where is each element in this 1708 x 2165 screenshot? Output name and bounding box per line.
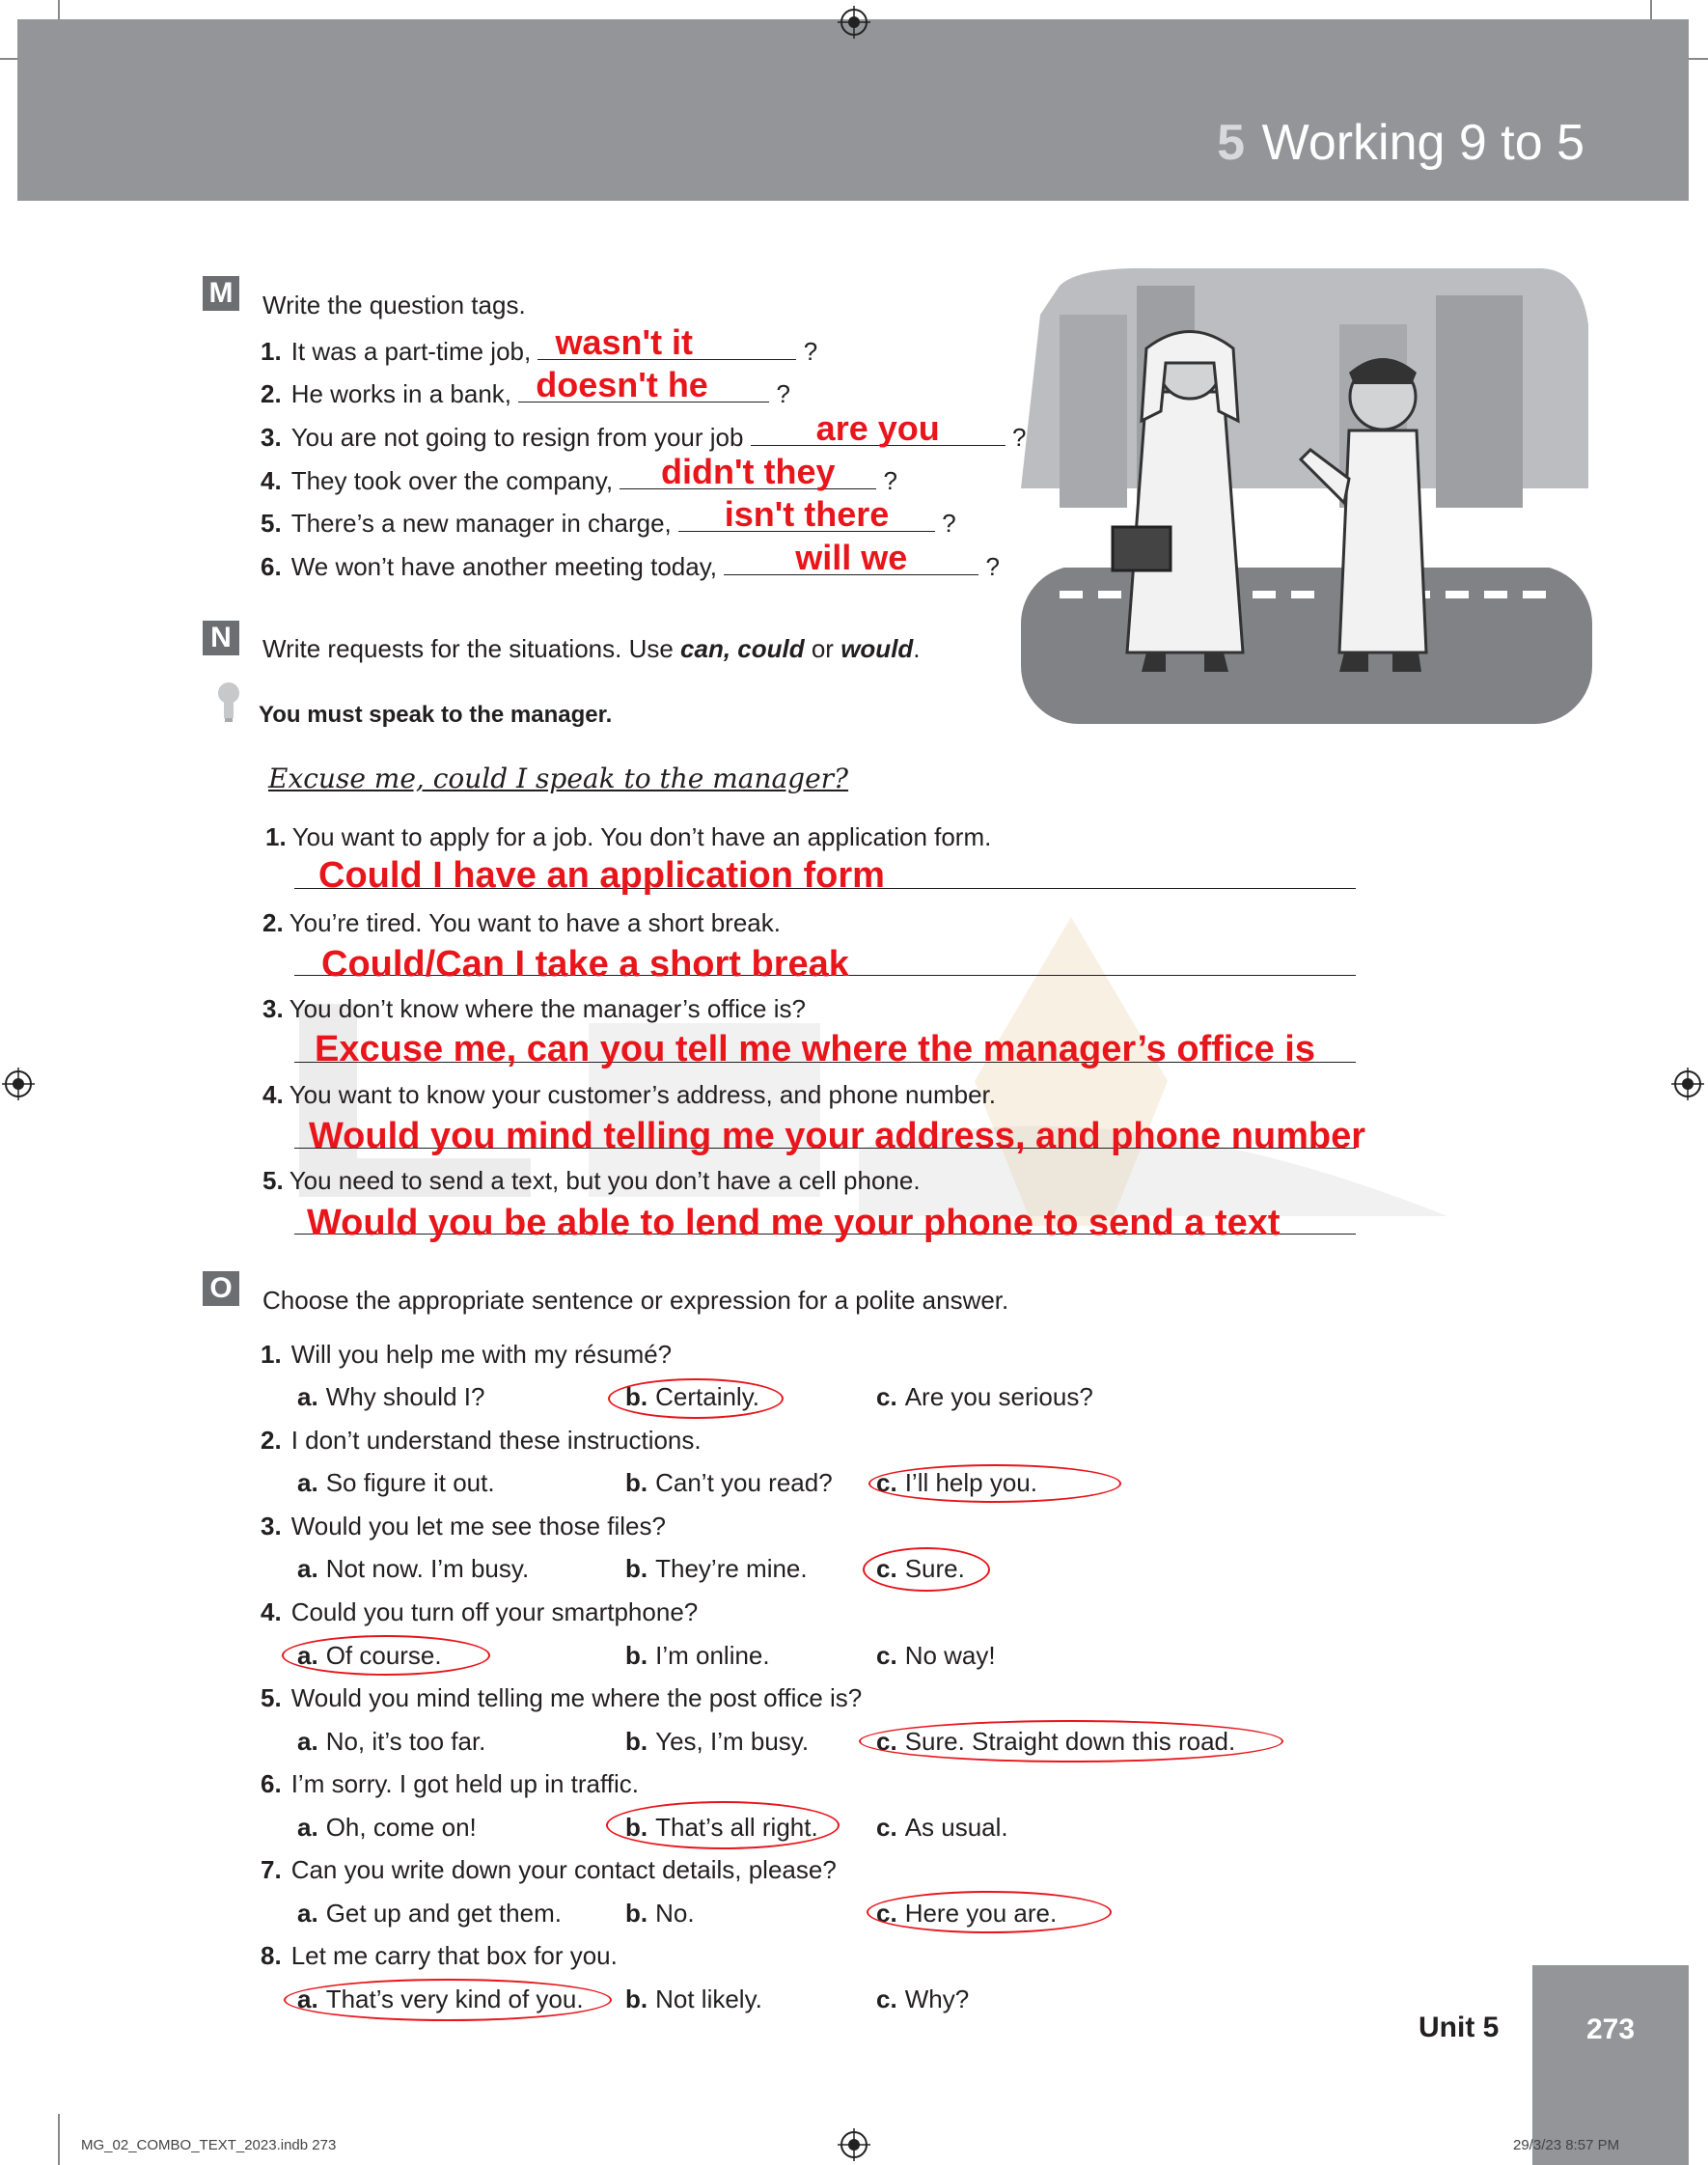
option-c[interactable]: c. Sure. (876, 1554, 965, 1583)
option-b[interactable]: b. Not likely. (625, 1985, 762, 2013)
answer-circle (863, 1547, 990, 1592)
print-slug-right: 29/3/23 8:57 PM (1513, 2137, 1620, 2153)
option-b[interactable]: b. Yes, I’m busy. (625, 1727, 810, 1756)
section-badge-m: M (203, 276, 239, 311)
page-number: 273 (1585, 2013, 1636, 2045)
answer-circle (284, 1979, 612, 2021)
footer-unit-label: Unit 5 (1419, 2012, 1500, 2043)
unit-number: 5 (1217, 115, 1245, 171)
question-tag-item: 2. He works in a bank, doesn't he ? (261, 365, 790, 408)
registration-mark-icon (838, 2128, 870, 2161)
choice-question: 8. Let me carry that box for you. (261, 1941, 618, 1970)
example-situation: You must speak to the manager. (259, 702, 613, 728)
answer-blank[interactable] (751, 408, 1006, 448)
option-c[interactable]: c. Are you serious? (876, 1382, 1093, 1411)
registration-mark-icon (2, 1068, 35, 1100)
answer-blank[interactable] (518, 365, 769, 404)
answer-blank[interactable] (537, 322, 796, 362)
answer-blank[interactable] (678, 494, 935, 534)
handwritten-answer: will we (795, 538, 908, 577)
handwritten-answer: didn't they (661, 452, 836, 491)
option-a[interactable]: a. No, it’s too far. (297, 1727, 486, 1756)
section-badge-n: N (203, 621, 239, 655)
option-c[interactable]: c. I’ll help you. (876, 1468, 1037, 1497)
print-slug-left: MG_02_COMBO_TEXT_2023.indb 273 (81, 2137, 337, 2153)
choice-question: 5. Would you mind telling me where the post office is? (261, 1683, 863, 1712)
section-n-instruction: Write requests for the situations. Use can, could or would. (262, 634, 921, 663)
choice-question: 4. Could you turn off your smartphone? (261, 1597, 699, 1626)
lightbulb-icon (214, 680, 243, 726)
option-a[interactable]: a. So figure it out. (297, 1468, 495, 1497)
option-c[interactable]: c. Why? (876, 1985, 970, 2013)
request-item: 2. You’re tired. You want to have a short break. (262, 908, 781, 937)
handwritten-answer: Would you be able to lend me your phone to send a text (307, 1203, 1281, 1243)
option-b[interactable]: b. No. (625, 1899, 695, 1928)
section-badge-o: O (203, 1271, 239, 1306)
option-c[interactable]: c. No way! (876, 1641, 996, 1670)
option-c[interactable]: c. Sure. Straight down this road. (876, 1727, 1236, 1756)
request-item: 4. You want to know your customer’s address, and phone number. (262, 1080, 996, 1109)
option-c[interactable]: c. As usual. (876, 1813, 1008, 1842)
option-a[interactable]: a. Of course. (297, 1641, 442, 1670)
example-answer: Excuse me, could I speak to the manager? (268, 763, 849, 794)
unit-title: Working 9 to 5 (1261, 115, 1584, 171)
answer-blank[interactable] (620, 452, 876, 491)
handwritten-answer: doesn't he (536, 365, 708, 404)
option-c[interactable]: c. Here you are. (876, 1899, 1058, 1928)
request-item: 3. You don’t know where the manager’s office is? (262, 994, 806, 1023)
question-tag-item: 6. We won’t have another meeting today, will we ? (261, 538, 1000, 581)
answer-circle (282, 1635, 490, 1676)
option-a[interactable]: a. Get up and get them. (297, 1899, 562, 1928)
answer-blank[interactable] (724, 538, 978, 577)
option-b[interactable]: b. I’m online. (625, 1641, 770, 1670)
section-o-instruction: Choose the appropriate sentence or expression for a polite answer. (262, 1286, 1009, 1315)
choice-question: 2. I don’t understand these instructions. (261, 1426, 702, 1455)
option-b[interactable]: b. Can’t you read? (625, 1468, 833, 1497)
handwritten-answer: Could I have an application form (318, 855, 885, 896)
option-a[interactable]: a. Not now. I’m busy. (297, 1554, 530, 1583)
header-band (17, 19, 1689, 201)
answer-circle (868, 1464, 1121, 1503)
answer-circle (608, 1378, 784, 1419)
request-item: 5. You need to send a text, but you don’t have a cell phone. (262, 1166, 921, 1195)
handwritten-answer: are you (815, 408, 940, 448)
choice-question: 6. I’m sorry. I got held up in traffic. (261, 1769, 639, 1798)
choice-question: 3. Would you let me see those files? (261, 1512, 666, 1540)
handwritten-answer: isn't there (724, 494, 890, 534)
page-number-box (1532, 1965, 1689, 2165)
option-b[interactable]: b. Certainly. (625, 1382, 759, 1411)
crop-mark (58, 2114, 60, 2165)
answer-circle (859, 1720, 1283, 1763)
question-tag-item: 3. You are not going to resign from your job are you ? (261, 408, 1027, 452)
handwritten-answer: wasn't it (555, 322, 694, 362)
question-tag-item: 1. It was a part-time job, wasn't it ? (261, 322, 818, 366)
question-tag-item: 4. They took over the company, didn't they ? (261, 452, 897, 495)
option-a[interactable]: a. Why should I? (297, 1382, 485, 1411)
choice-question: 7. Can you write down your contact details, please? (261, 1855, 837, 1884)
section-m-instruction: Write the question tags. (262, 291, 526, 319)
handwritten-answer: Could/Can I take a short break (321, 944, 849, 985)
option-a[interactable]: a. That’s very kind of you. (297, 1985, 584, 2013)
registration-mark-icon (1671, 1068, 1704, 1100)
registration-mark-icon (838, 6, 870, 39)
option-b[interactable]: b. That’s all right. (625, 1813, 818, 1842)
request-item: 1. You want to apply for a job. You don’t have an application form. (265, 822, 992, 851)
handwritten-answer: Would you mind telling me your address, and phone number (309, 1116, 1366, 1156)
answer-circle (867, 1891, 1112, 1933)
option-b[interactable]: b. They’re mine. (625, 1554, 808, 1583)
handwritten-answer: Excuse me, can you tell me where the manager’s office is (315, 1029, 1315, 1069)
question-tag-item: 5. There’s a new manager in charge, isn't there ? (261, 494, 956, 538)
answer-circle (606, 1801, 840, 1849)
option-a[interactable]: a. Oh, come on! (297, 1813, 477, 1842)
illustration-two-men (1021, 266, 1592, 724)
choice-question: 1. Will you help me with my résumé? (261, 1340, 673, 1369)
